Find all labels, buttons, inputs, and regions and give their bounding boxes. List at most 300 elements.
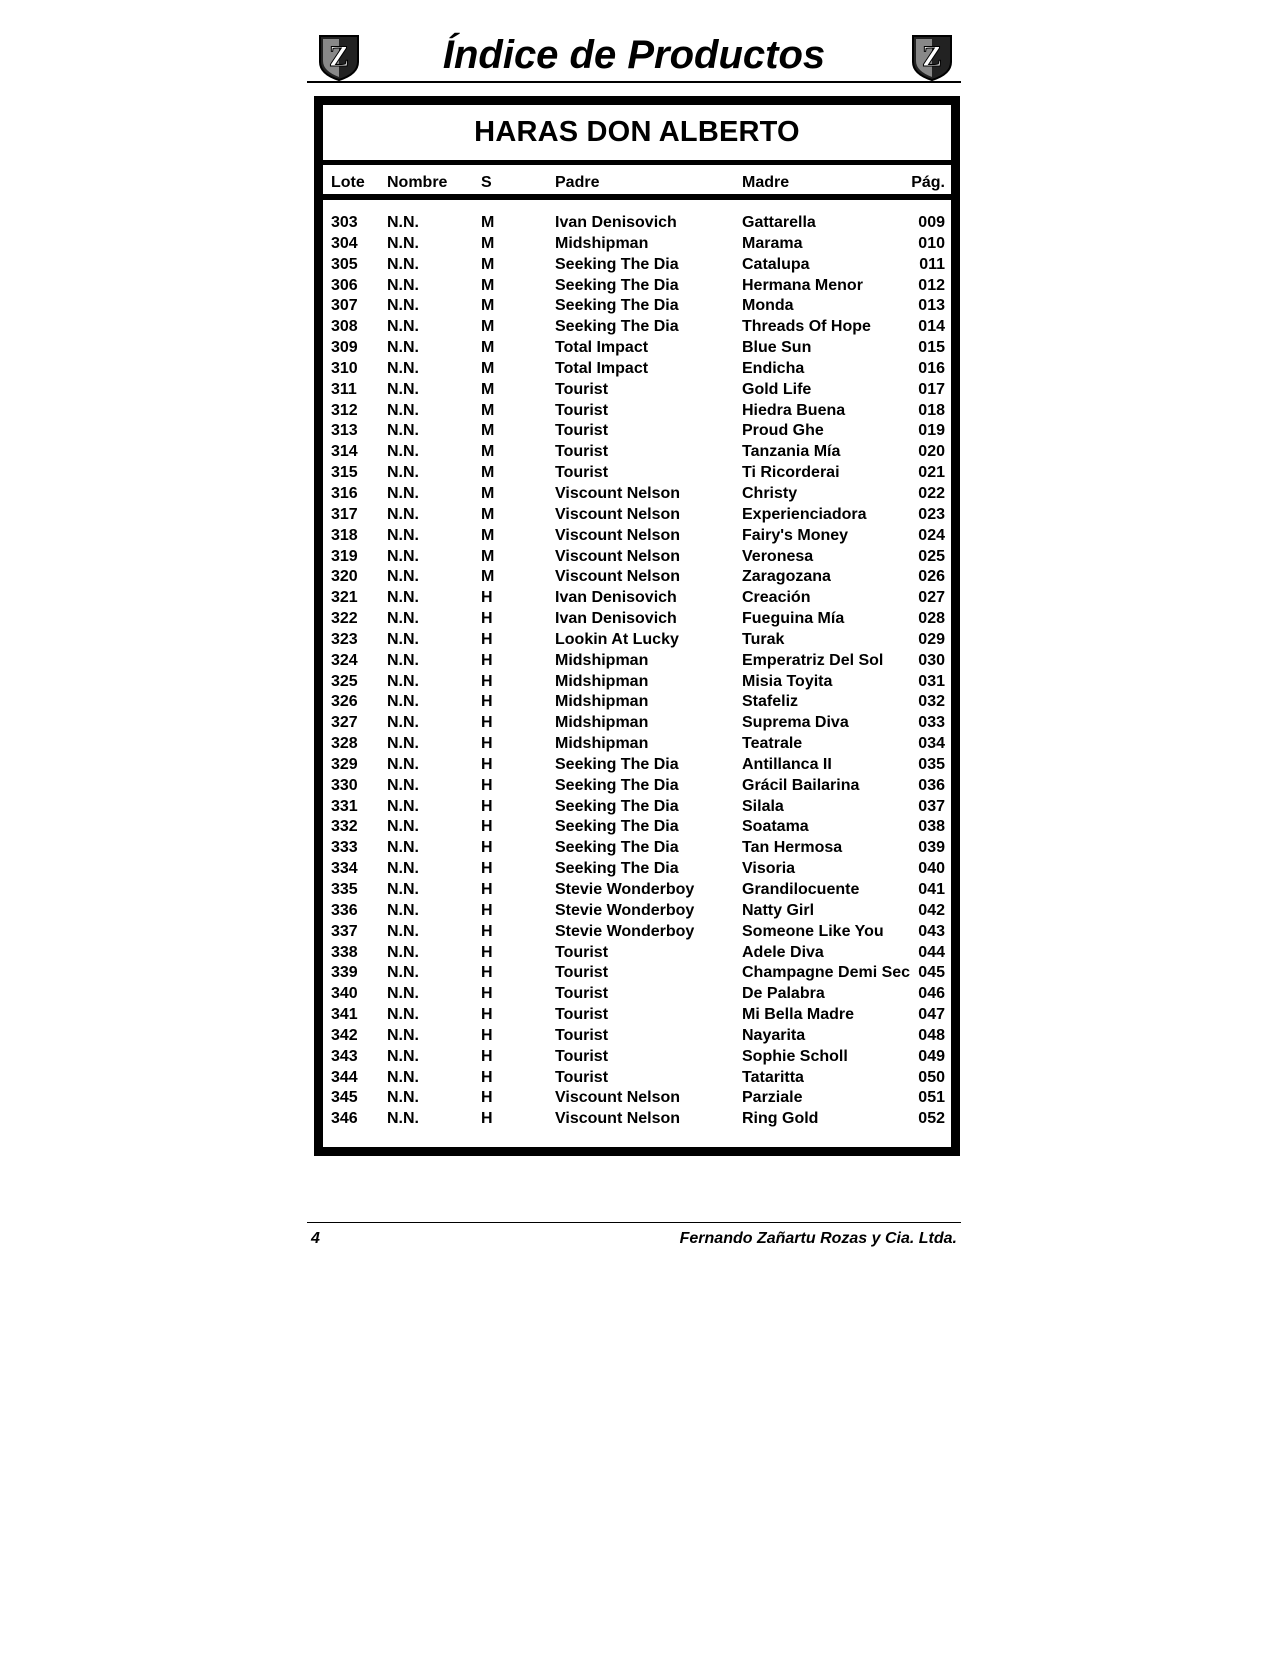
nombre-cell: N.N. bbox=[387, 547, 419, 565]
nombre-cell: N.N. bbox=[387, 610, 419, 628]
lote-cell: 307 bbox=[331, 297, 358, 315]
padre-cell: Viscount Nelson bbox=[555, 568, 681, 586]
padre-cell: Tourist bbox=[555, 985, 609, 1003]
sexo-cell: M bbox=[481, 318, 495, 336]
sexo-cell: H bbox=[481, 651, 493, 669]
page-number: 4 bbox=[311, 1230, 320, 1247]
madre-cell: Antillanca II bbox=[742, 755, 832, 773]
nombre-cell: N.N. bbox=[387, 860, 419, 878]
table-row bbox=[323, 547, 951, 568]
madre-cell: Endicha bbox=[742, 359, 805, 377]
lote-cell: 312 bbox=[331, 401, 358, 419]
page-title: Índice de Productos bbox=[442, 33, 826, 77]
padre-cell: Seeking The Dia bbox=[555, 776, 679, 794]
table-row bbox=[323, 463, 951, 484]
column-header-sexo: S bbox=[481, 174, 492, 191]
zr-shield-logo-icon bbox=[314, 32, 364, 82]
column-header-lote: Lote bbox=[331, 174, 365, 191]
table-row bbox=[323, 984, 951, 1005]
nombre-cell: N.N. bbox=[387, 630, 419, 648]
pagina-cell: 011 bbox=[919, 255, 945, 273]
pagina-cell: 013 bbox=[918, 297, 945, 315]
padre-cell: Viscount Nelson bbox=[555, 526, 681, 544]
padre-cell: Seeking The Dia bbox=[555, 839, 679, 857]
madre-cell: Zaragozana bbox=[742, 568, 831, 586]
lote-cell: 327 bbox=[331, 714, 358, 732]
pagina-cell: 041 bbox=[918, 881, 945, 898]
sexo-cell: H bbox=[481, 943, 493, 961]
madre-cell: Tanzania Mía bbox=[742, 443, 841, 461]
nombre-cell: N.N. bbox=[387, 776, 419, 794]
padre-cell: Tourist bbox=[555, 943, 609, 961]
lote-cell: 317 bbox=[331, 505, 358, 523]
sexo-cell: M bbox=[481, 422, 495, 440]
table-row bbox=[323, 755, 951, 776]
pagina-cell: 015 bbox=[918, 339, 945, 357]
padre-cell: Seeking The Dia bbox=[555, 797, 679, 815]
lote-cell: 315 bbox=[331, 464, 358, 482]
table-row bbox=[323, 380, 951, 401]
svg-text:Z: Z bbox=[328, 40, 350, 73]
table-body bbox=[323, 213, 951, 1130]
padre-cell: Midshipman bbox=[555, 735, 649, 753]
padre-cell: Tourist bbox=[555, 1068, 609, 1086]
madre-cell: Silala bbox=[742, 797, 784, 815]
table-row bbox=[323, 1026, 951, 1047]
table-row bbox=[323, 901, 951, 922]
table-row bbox=[323, 1088, 951, 1109]
lote-cell: 324 bbox=[331, 651, 358, 669]
sexo-cell: M bbox=[481, 359, 495, 377]
table-row bbox=[323, 963, 951, 984]
lote-cell: 310 bbox=[331, 359, 358, 377]
sexo-cell: H bbox=[481, 693, 493, 711]
nombre-cell: N.N. bbox=[387, 672, 419, 690]
nombre-cell: N.N. bbox=[387, 589, 419, 607]
lote-cell: 308 bbox=[331, 318, 358, 336]
madre-cell: Grácil Bailarina bbox=[742, 776, 860, 794]
table-row bbox=[323, 567, 951, 588]
nombre-cell: N.N. bbox=[387, 359, 419, 377]
nombre-cell: N.N. bbox=[387, 297, 419, 315]
lote-cell: 342 bbox=[331, 1026, 358, 1044]
sexo-cell: H bbox=[481, 1026, 493, 1044]
table-row bbox=[323, 484, 951, 505]
pagina-cell: 033 bbox=[918, 714, 945, 732]
pagina-cell: 049 bbox=[918, 1047, 945, 1065]
lote-cell: 322 bbox=[331, 610, 358, 628]
table-row bbox=[323, 421, 951, 442]
lote-cell: 338 bbox=[331, 943, 358, 961]
sexo-cell: H bbox=[481, 1089, 493, 1107]
pagina-cell: 038 bbox=[918, 818, 945, 836]
padre-cell: Midshipman bbox=[555, 651, 649, 669]
nombre-cell: N.N. bbox=[387, 839, 419, 857]
sexo-cell: H bbox=[481, 776, 493, 794]
table-row bbox=[323, 442, 951, 463]
lote-cell: 343 bbox=[331, 1047, 358, 1065]
table-row bbox=[323, 1005, 951, 1026]
sexo-cell: M bbox=[481, 234, 495, 252]
lote-cell: 309 bbox=[331, 339, 358, 357]
padre-cell: Midshipman bbox=[555, 672, 649, 690]
madre-cell: Ring Gold bbox=[742, 1110, 819, 1128]
pagina-cell: 035 bbox=[918, 755, 945, 773]
lote-cell: 345 bbox=[331, 1089, 358, 1107]
sexo-cell: M bbox=[481, 276, 495, 294]
table-row bbox=[323, 817, 951, 838]
padre-cell: Ivan Denisovich bbox=[555, 589, 677, 607]
nombre-cell: N.N. bbox=[387, 339, 419, 357]
nombre-cell: N.N. bbox=[387, 234, 419, 252]
madre-cell: Blue Sun bbox=[742, 339, 812, 357]
sexo-cell: H bbox=[481, 964, 493, 982]
sexo-cell: M bbox=[481, 568, 495, 586]
sexo-cell: M bbox=[481, 297, 495, 315]
lote-cell: 337 bbox=[331, 922, 358, 940]
nombre-cell: N.N. bbox=[387, 651, 419, 669]
nombre-cell: N.N. bbox=[387, 380, 419, 398]
sexo-cell: H bbox=[481, 610, 493, 628]
madre-cell: Champagne Demi Sec bbox=[742, 964, 911, 982]
sexo-cell: M bbox=[481, 339, 495, 357]
table-row bbox=[323, 338, 951, 359]
nombre-cell: N.N. bbox=[387, 985, 419, 1003]
padre-cell: Stevie Wonderboy bbox=[555, 901, 695, 919]
madre-cell: Adele Diva bbox=[742, 943, 824, 961]
table-row bbox=[323, 317, 951, 338]
nombre-cell: N.N. bbox=[387, 943, 419, 961]
nombre-cell: N.N. bbox=[387, 714, 419, 732]
table-row bbox=[323, 672, 951, 693]
padre-cell: Viscount Nelson bbox=[555, 484, 681, 502]
padre-cell: Seeking The Dia bbox=[555, 255, 679, 273]
lote-cell: 341 bbox=[331, 1006, 358, 1024]
pagina-cell: 047 bbox=[918, 1006, 945, 1024]
madre-cell: Visoria bbox=[742, 860, 796, 878]
table-row bbox=[323, 922, 951, 943]
column-header-pagina: Pág. bbox=[911, 174, 945, 191]
nombre-cell: N.N. bbox=[387, 505, 419, 523]
page-footer bbox=[307, 1222, 961, 1256]
nombre-cell: N.N. bbox=[387, 693, 419, 711]
madre-cell: Suprema Diva bbox=[742, 714, 849, 732]
madre-cell: Mi Bella Madre bbox=[742, 1006, 855, 1024]
table-row bbox=[323, 609, 951, 630]
nombre-cell: N.N. bbox=[387, 464, 419, 482]
table-row bbox=[323, 838, 951, 859]
padre-cell: Total Impact bbox=[555, 359, 649, 377]
nombre-cell: N.N. bbox=[387, 568, 419, 586]
nombre-cell: N.N. bbox=[387, 443, 419, 461]
sexo-cell: H bbox=[481, 818, 493, 836]
pagina-cell: 052 bbox=[918, 1110, 945, 1128]
padre-cell: Lookin At Lucky bbox=[555, 630, 679, 648]
lote-cell: 314 bbox=[331, 443, 358, 461]
padre-cell: Viscount Nelson bbox=[555, 1089, 681, 1107]
madre-cell: Natty Girl bbox=[742, 901, 815, 919]
table-row bbox=[323, 401, 951, 422]
madre-cell: Gattarella bbox=[742, 214, 816, 231]
madre-cell: Marama bbox=[742, 234, 803, 252]
padre-cell: Stevie Wonderboy bbox=[555, 881, 695, 898]
sexo-cell: M bbox=[481, 464, 495, 482]
lote-cell: 321 bbox=[331, 589, 358, 607]
sexo-cell: M bbox=[481, 255, 495, 273]
madre-cell: Turak bbox=[742, 630, 785, 648]
madre-cell: Teatrale bbox=[742, 735, 803, 753]
pagina-cell: 034 bbox=[918, 735, 945, 753]
sexo-cell: H bbox=[481, 901, 493, 919]
pagina-cell: 025 bbox=[918, 547, 945, 565]
pagina-cell: 032 bbox=[918, 693, 945, 711]
nombre-cell: N.N. bbox=[387, 1110, 419, 1128]
padre-cell: Seeking The Dia bbox=[555, 755, 679, 773]
padre-cell: Tourist bbox=[555, 964, 609, 982]
padre-cell: Seeking The Dia bbox=[555, 318, 679, 336]
sexo-cell: H bbox=[481, 755, 493, 773]
lote-cell: 320 bbox=[331, 568, 358, 586]
nombre-cell: N.N. bbox=[387, 735, 419, 753]
sexo-cell: H bbox=[481, 922, 493, 940]
sexo-cell: H bbox=[481, 860, 493, 878]
nombre-cell: N.N. bbox=[387, 255, 419, 273]
lote-cell: 339 bbox=[331, 964, 358, 982]
sexo-cell: H bbox=[481, 797, 493, 815]
table-row bbox=[323, 276, 951, 297]
nombre-cell: N.N. bbox=[387, 1068, 419, 1086]
table-row bbox=[323, 1068, 951, 1089]
column-header-madre: Madre bbox=[742, 174, 790, 191]
madre-cell: Proud Ghe bbox=[742, 422, 824, 440]
pagina-cell: 012 bbox=[918, 276, 945, 294]
madre-cell: Fairy's Money bbox=[742, 526, 849, 544]
index-content bbox=[323, 105, 951, 1147]
lote-cell: 318 bbox=[331, 526, 358, 544]
lote-cell: 313 bbox=[331, 422, 358, 440]
table-row bbox=[323, 797, 951, 818]
sexo-cell: M bbox=[481, 547, 495, 565]
madre-cell: Grandilocuente bbox=[742, 881, 860, 898]
pagina-cell: 044 bbox=[918, 943, 945, 961]
madre-cell: Soatama bbox=[742, 818, 809, 836]
nombre-cell: N.N. bbox=[387, 318, 419, 336]
table-row bbox=[323, 713, 951, 734]
nombre-cell: N.N. bbox=[387, 1006, 419, 1024]
lote-cell: 316 bbox=[331, 484, 358, 502]
padre-cell: Tourist bbox=[555, 422, 609, 440]
madre-cell: Christy bbox=[742, 484, 798, 502]
madre-cell: Sophie Scholl bbox=[742, 1047, 848, 1065]
madre-cell: Parziale bbox=[742, 1089, 803, 1107]
sexo-cell: H bbox=[481, 881, 493, 898]
padre-cell: Ivan Denisovich bbox=[555, 214, 677, 231]
nombre-cell: N.N. bbox=[387, 797, 419, 815]
sexo-cell: H bbox=[481, 1110, 493, 1128]
pagina-cell: 018 bbox=[918, 401, 945, 419]
madre-cell: Hermana Menor bbox=[742, 276, 863, 294]
pagina-cell: 022 bbox=[918, 484, 945, 502]
pagina-cell: 042 bbox=[918, 901, 945, 919]
pagina-cell: 030 bbox=[918, 651, 945, 669]
sexo-cell: H bbox=[481, 1006, 493, 1024]
table-row bbox=[323, 526, 951, 547]
page-header bbox=[307, 28, 961, 86]
pagina-cell: 027 bbox=[918, 589, 945, 607]
padre-cell: Midshipman bbox=[555, 714, 649, 732]
lote-cell: 325 bbox=[331, 672, 358, 690]
pagina-cell: 048 bbox=[918, 1026, 945, 1044]
madre-cell: Someone Like You bbox=[742, 922, 884, 940]
padre-cell: Seeking The Dia bbox=[555, 297, 679, 315]
pagina-cell: 021 bbox=[918, 464, 945, 482]
lote-cell: 331 bbox=[331, 797, 358, 815]
padre-cell: Tourist bbox=[555, 1006, 609, 1024]
madre-cell: Veronesa bbox=[742, 547, 814, 565]
pagina-cell: 014 bbox=[918, 318, 945, 336]
lote-cell: 306 bbox=[331, 276, 358, 294]
lote-cell: 344 bbox=[331, 1068, 358, 1086]
table-row bbox=[323, 692, 951, 713]
nombre-cell: N.N. bbox=[387, 276, 419, 294]
pagina-cell: 028 bbox=[918, 610, 945, 628]
table-row bbox=[323, 234, 951, 255]
table-row bbox=[323, 943, 951, 964]
table-row bbox=[323, 630, 951, 651]
pagina-cell: 039 bbox=[918, 839, 945, 857]
table-row bbox=[323, 1109, 951, 1130]
madre-cell: Misia Toyita bbox=[742, 672, 833, 690]
madre-cell: Threads Of Hope bbox=[742, 318, 871, 336]
nombre-cell: N.N. bbox=[387, 526, 419, 544]
header-divider bbox=[307, 81, 961, 83]
sexo-cell: M bbox=[481, 443, 495, 461]
madre-cell: Tataritta bbox=[742, 1068, 804, 1086]
sexo-cell: H bbox=[481, 735, 493, 753]
table-row bbox=[323, 880, 951, 901]
pagina-cell: 023 bbox=[918, 505, 945, 523]
padre-cell: Viscount Nelson bbox=[555, 547, 681, 565]
table-header-divider bbox=[323, 194, 951, 200]
table-row bbox=[323, 213, 951, 234]
column-header-nombre: Nombre bbox=[387, 174, 448, 191]
nombre-cell: N.N. bbox=[387, 422, 419, 440]
table-row bbox=[323, 296, 951, 317]
pagina-cell: 050 bbox=[918, 1068, 945, 1086]
lote-cell: 319 bbox=[331, 547, 358, 565]
padre-cell: Stevie Wonderboy bbox=[555, 922, 695, 940]
section-title: HARAS DON ALBERTO bbox=[474, 116, 800, 148]
madre-cell: Emperatriz Del Sol bbox=[742, 651, 884, 669]
lote-cell: 329 bbox=[331, 755, 358, 773]
sexo-cell: M bbox=[481, 401, 495, 419]
nombre-cell: N.N. bbox=[387, 1026, 419, 1044]
pagina-cell: 036 bbox=[918, 776, 945, 794]
sexo-cell: M bbox=[481, 526, 495, 544]
sexo-cell: H bbox=[481, 839, 493, 857]
pagina-cell: 020 bbox=[918, 443, 945, 461]
lote-cell: 323 bbox=[331, 630, 358, 648]
nombre-cell: N.N. bbox=[387, 1089, 419, 1107]
lote-cell: 305 bbox=[331, 255, 358, 273]
nombre-cell: N.N. bbox=[387, 922, 419, 940]
padre-cell: Seeking The Dia bbox=[555, 860, 679, 878]
padre-cell: Viscount Nelson bbox=[555, 1110, 681, 1128]
sexo-cell: H bbox=[481, 1068, 493, 1086]
svg-text:Z: Z bbox=[921, 40, 943, 73]
lote-cell: 340 bbox=[331, 985, 358, 1003]
pagina-cell: 043 bbox=[918, 922, 945, 940]
nombre-cell: N.N. bbox=[387, 1047, 419, 1065]
padre-cell: Midshipman bbox=[555, 234, 649, 252]
padre-cell: Total Impact bbox=[555, 339, 649, 357]
madre-cell: Monda bbox=[742, 297, 794, 315]
pagina-cell: 037 bbox=[918, 797, 945, 815]
madre-cell: Ti Ricorderai bbox=[742, 464, 840, 482]
sexo-cell: H bbox=[481, 672, 493, 690]
footer-divider bbox=[307, 1222, 961, 1223]
table-row bbox=[323, 651, 951, 672]
pagina-cell: 016 bbox=[918, 359, 945, 377]
lote-cell: 326 bbox=[331, 693, 358, 711]
padre-cell: Tourist bbox=[555, 1026, 609, 1044]
sexo-cell: M bbox=[481, 484, 495, 502]
madre-cell: Hiedra Buena bbox=[742, 401, 846, 419]
madre-cell: Nayarita bbox=[742, 1026, 806, 1044]
pagina-cell: 045 bbox=[918, 964, 945, 982]
table-row bbox=[323, 359, 951, 380]
pagina-cell: 031 bbox=[918, 672, 945, 690]
madre-cell: Experienciadora bbox=[742, 505, 867, 523]
table-row bbox=[323, 588, 951, 609]
sexo-cell: M bbox=[481, 380, 495, 398]
lote-cell: 333 bbox=[331, 839, 358, 857]
madre-cell: Tan Hermosa bbox=[742, 839, 843, 857]
pagina-cell: 019 bbox=[918, 422, 945, 440]
pagina-cell: 009 bbox=[918, 214, 945, 231]
nombre-cell: N.N. bbox=[387, 214, 419, 231]
padre-cell: Tourist bbox=[555, 380, 609, 398]
nombre-cell: N.N. bbox=[387, 484, 419, 502]
madre-cell: Creación bbox=[742, 589, 811, 607]
table-row bbox=[323, 776, 951, 797]
pagina-cell: 026 bbox=[918, 568, 945, 586]
padre-cell: Tourist bbox=[555, 401, 609, 419]
madre-cell: Stafeliz bbox=[742, 693, 799, 711]
padre-cell: Seeking The Dia bbox=[555, 818, 679, 836]
lote-cell: 332 bbox=[331, 818, 358, 836]
sexo-cell: H bbox=[481, 714, 493, 732]
nombre-cell: N.N. bbox=[387, 881, 419, 898]
section-title-box bbox=[323, 105, 951, 165]
pagina-cell: 010 bbox=[918, 234, 945, 252]
sexo-cell: H bbox=[481, 630, 493, 648]
company-name: Fernando Zañartu Rozas y Cia. Ltda. bbox=[679, 1230, 957, 1247]
nombre-cell: N.N. bbox=[387, 901, 419, 919]
table-header-row bbox=[323, 173, 951, 193]
madre-cell: Gold Life bbox=[742, 380, 812, 398]
lote-cell: 303 bbox=[331, 214, 358, 231]
madre-cell: Fueguina Mía bbox=[742, 610, 845, 628]
lote-cell: 330 bbox=[331, 776, 358, 794]
table-row bbox=[323, 1047, 951, 1068]
padre-cell: Tourist bbox=[555, 1047, 609, 1065]
nombre-cell: N.N. bbox=[387, 401, 419, 419]
nombre-cell: N.N. bbox=[387, 964, 419, 982]
lote-cell: 336 bbox=[331, 901, 358, 919]
padre-cell: Tourist bbox=[555, 443, 609, 461]
table-row bbox=[323, 734, 951, 755]
